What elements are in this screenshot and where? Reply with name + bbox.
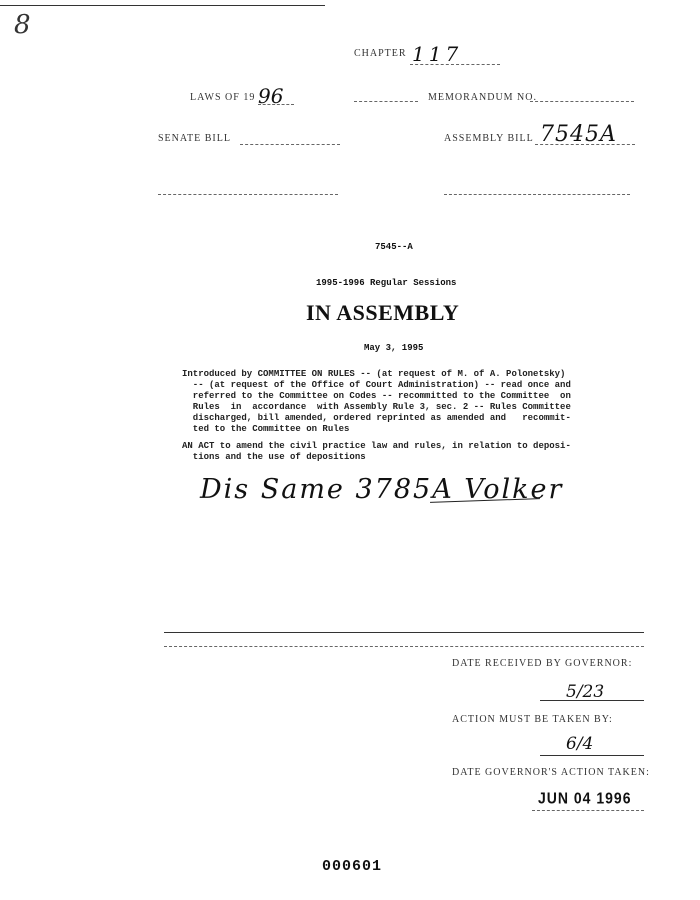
chapter-value: 117 [412,42,463,66]
sessions-line: 1995-1996 Regular Sessions [316,278,457,288]
laws-underline [258,104,294,105]
page-number: 000601 [322,858,383,875]
footer-rule-2 [164,646,644,647]
right-separator [444,194,630,195]
left-separator [158,194,338,195]
introduced-line: Introduced by COMMITTEE ON RULES -- (at request of M. of A. Polonetsky) [182,369,566,379]
action-taken-stamp: JUN 04 1996 [538,788,632,808]
chapter-label: CHAPTER [354,48,407,59]
introduced-line: referred to the Committee on Codes -- recommitted to the Committee on [182,391,571,401]
blank-underline [354,101,418,102]
memorandum-label: MEMORANDUM NO. [428,92,538,103]
introduced-line: -- (at request of the Office of Court Administration) -- read once and [182,380,571,390]
assembly-bill-label: ASSEMBLY BILL [444,133,534,144]
top-rule [0,5,325,6]
act-line: AN ACT to amend the civil practice law and rules, in relation to deposi- [182,441,571,451]
introduced-line: ted to the Committee on Rules [182,424,350,434]
action-taken-underline [532,810,644,811]
introduced-line: discharged, bill amended, ordered reprinted as amended and recommit- [182,413,571,423]
date-received-value: 5/23 [566,682,605,702]
action-must-label: ACTION MUST BE TAKEN BY: [452,714,613,725]
action-must-underline [540,755,644,756]
introduced-paragraph [182,369,571,435]
assembly-bill-underline [535,144,635,145]
assembly-bill-value: 7545A [540,122,617,147]
date-received-underline [540,700,644,701]
memorandum-underline [530,101,634,102]
laws-label: LAWS OF 19 [190,92,256,103]
introduced-line: Rules in accordance with Assembly Rule 3, sec. 2 -- Rules Committee [182,402,571,412]
bill-title: IN ASSEMBLY [306,300,460,325]
laws-value: 96 [258,84,284,108]
bill-number: 7545--A [375,242,413,252]
chapter-underline [410,64,500,65]
action-taken-label: DATE GOVERNOR'S ACTION TAKEN: [452,767,650,778]
date-received-label: DATE RECEIVED BY GOVERNOR: [452,658,633,669]
senate-bill-label: SENATE BILL [158,133,231,144]
bill-date: May 3, 1995 [364,343,424,353]
handwritten-note: Dis Same 3785A Volker [200,474,564,505]
corner-mark: 8 [14,10,31,40]
action-must-value: 6/4 [566,734,594,754]
senate-bill-underline [240,144,340,145]
act-paragraph [182,441,571,463]
act-line: tions and the use of depositions [182,452,366,462]
footer-rule-1 [164,632,644,633]
